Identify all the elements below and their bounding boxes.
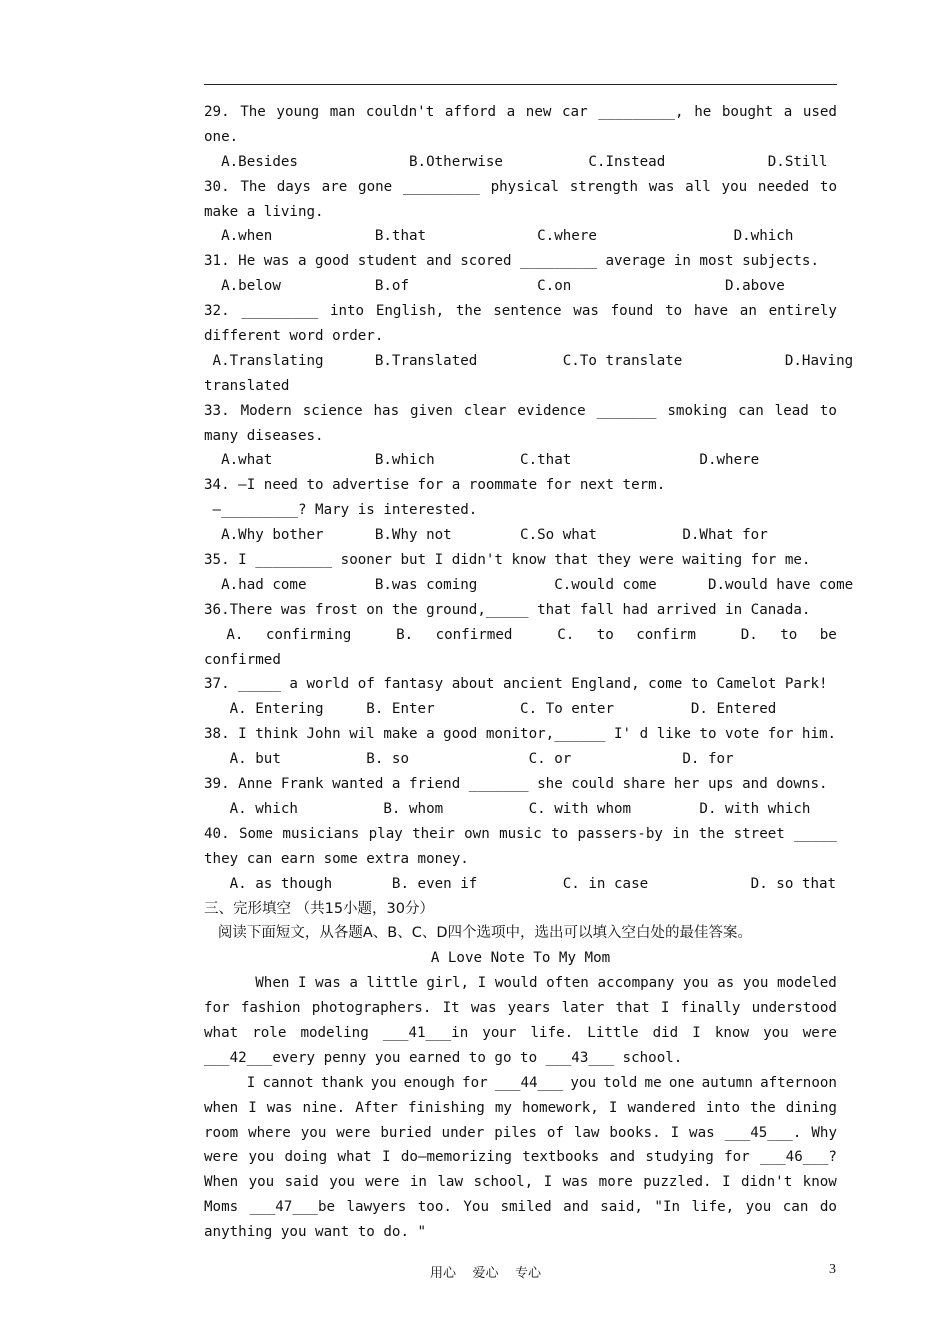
text-line: 39. Anne Frank wanted a friend _______ she could share her ups and downs. bbox=[204, 776, 828, 793]
word: man bbox=[329, 104, 356, 120]
word: _________ bbox=[402, 178, 480, 195]
text-line: A. as though B. even if C. in case D. so that bbox=[204, 875, 837, 892]
word: you bbox=[721, 178, 748, 195]
word: physical bbox=[490, 178, 559, 195]
word: law bbox=[437, 1174, 464, 1191]
header-rule bbox=[204, 84, 837, 85]
page-number: 3 bbox=[829, 1262, 836, 1277]
text-line: 37. _____ a world of fantasy about ancient England, come to Camelot Park! bbox=[204, 676, 828, 693]
word: role bbox=[252, 1024, 287, 1041]
word: would bbox=[494, 975, 538, 992]
word: dining bbox=[785, 1099, 837, 1116]
word: modeling bbox=[300, 1024, 369, 1041]
word: was bbox=[315, 975, 341, 992]
word: your bbox=[482, 1024, 517, 1041]
word: one bbox=[668, 1074, 695, 1091]
word: musicians bbox=[282, 825, 360, 842]
word: finally bbox=[680, 1000, 741, 1017]
word: I bbox=[204, 1074, 256, 1091]
word: couldn't bbox=[365, 104, 435, 120]
word: 32. bbox=[204, 303, 230, 320]
word: and bbox=[609, 1149, 636, 1166]
word: little bbox=[366, 975, 418, 992]
text-line: A.below B.of C.on D.above bbox=[204, 278, 785, 295]
word: car bbox=[561, 104, 588, 120]
text-line bbox=[204, 971, 837, 996]
word: years bbox=[507, 1000, 551, 1017]
word: were bbox=[802, 1024, 837, 1041]
text-line: make a living. bbox=[204, 203, 324, 220]
word: he bbox=[694, 104, 712, 120]
text-line: A.Besides B.Otherwise C.Instead D.Still bbox=[204, 153, 828, 170]
word: "In bbox=[654, 1199, 681, 1216]
page-content bbox=[204, 100, 854, 1245]
word: in bbox=[409, 1174, 427, 1191]
word: in bbox=[672, 825, 690, 842]
word: the bbox=[750, 1099, 776, 1116]
word: to bbox=[819, 402, 837, 419]
text-line bbox=[204, 1121, 837, 1146]
word: I bbox=[722, 1174, 731, 1191]
word: lead bbox=[774, 402, 809, 419]
word: was bbox=[266, 1099, 293, 1116]
text-line: —_________? Mary is interested. bbox=[204, 502, 478, 519]
word: a bbox=[506, 104, 516, 120]
word: entirely bbox=[768, 303, 837, 320]
word: bought bbox=[721, 104, 774, 120]
word: you bbox=[329, 1174, 355, 1191]
word: Little bbox=[587, 1024, 639, 1041]
text-line: they can earn some extra money. bbox=[204, 850, 469, 867]
word: you bbox=[570, 1074, 596, 1091]
word: homework, bbox=[521, 1099, 599, 1116]
word: what bbox=[337, 1149, 372, 1166]
text-line: many diseases. bbox=[204, 427, 324, 444]
word: I bbox=[382, 1149, 391, 1166]
word: buried bbox=[380, 1124, 432, 1141]
word: needed bbox=[757, 178, 810, 195]
word: used bbox=[802, 104, 837, 120]
word: _____ bbox=[794, 825, 837, 842]
text-line bbox=[204, 175, 837, 200]
word: told bbox=[603, 1074, 638, 1091]
word: into bbox=[329, 303, 365, 320]
word: of bbox=[546, 1124, 564, 1141]
word: ___45___. bbox=[724, 1124, 802, 1141]
word: were bbox=[204, 1149, 239, 1166]
word: fashion bbox=[240, 1000, 301, 1017]
word: I bbox=[298, 975, 307, 992]
word: said bbox=[284, 1174, 319, 1191]
word: _________ bbox=[241, 303, 319, 320]
word: clear bbox=[463, 402, 507, 419]
word: given bbox=[410, 402, 453, 419]
word: smoking bbox=[667, 402, 728, 419]
text-line bbox=[204, 1170, 837, 1195]
word: didn't bbox=[741, 1174, 793, 1191]
word: you bbox=[370, 1074, 397, 1091]
word: D. bbox=[740, 626, 758, 643]
text-line bbox=[204, 399, 837, 424]
word: studying bbox=[645, 1149, 714, 1166]
text-line: 38. I think John wil make a good monitor,______ I' d like to vote for him. bbox=[204, 726, 837, 743]
word: When bbox=[204, 975, 290, 992]
word: did bbox=[652, 1024, 679, 1041]
word: afternoon bbox=[760, 1074, 837, 1091]
word: an bbox=[739, 303, 757, 320]
text-line: 阅读下面短文，从各题A、B、C、D四个选项中，选出可以填入空白处的最佳答案。 bbox=[204, 925, 752, 942]
word: accompany bbox=[597, 975, 675, 992]
word: After bbox=[355, 1099, 398, 1116]
word: and bbox=[563, 1199, 589, 1216]
word: I bbox=[692, 1024, 701, 1041]
word: was bbox=[562, 1174, 589, 1191]
word: English, bbox=[375, 303, 445, 320]
text-line bbox=[204, 1021, 837, 1046]
word: wandered bbox=[627, 1099, 696, 1116]
word: own bbox=[464, 825, 490, 842]
word: often bbox=[546, 975, 589, 992]
word: do—memorizing bbox=[400, 1149, 512, 1166]
word: school, bbox=[473, 1174, 534, 1191]
word: new bbox=[525, 104, 552, 120]
page-footer bbox=[0, 1262, 950, 1284]
word: young bbox=[276, 104, 320, 120]
text-line: 36.There was frost on the ground,_____ that fall had arrived in Canada. bbox=[204, 601, 811, 618]
word: me bbox=[644, 1074, 662, 1091]
word: I bbox=[608, 1099, 618, 1116]
word: have bbox=[693, 303, 729, 320]
text-line: A.had come B.was coming C.would come D.would have come bbox=[204, 576, 854, 593]
word: for bbox=[204, 1000, 230, 1017]
word: life, bbox=[691, 1199, 735, 1216]
word: enough bbox=[403, 1074, 455, 1091]
word: modeled bbox=[777, 975, 837, 992]
word: It bbox=[442, 1000, 460, 1017]
word: A. bbox=[226, 626, 244, 643]
word: you bbox=[300, 1124, 327, 1141]
word: to bbox=[596, 626, 614, 643]
word: Some bbox=[238, 825, 274, 842]
word: puzzled. bbox=[643, 1174, 712, 1191]
word: more bbox=[598, 1174, 633, 1191]
word: I bbox=[248, 1099, 257, 1116]
word: too. bbox=[417, 1199, 452, 1216]
word: can bbox=[782, 1199, 809, 1216]
word: autumn bbox=[701, 1074, 753, 1091]
text-line: one. bbox=[204, 128, 239, 145]
word: for bbox=[724, 1149, 750, 1166]
word: confirmed bbox=[435, 626, 513, 643]
word: into bbox=[705, 1099, 740, 1116]
text-line bbox=[204, 100, 837, 125]
word: can bbox=[738, 402, 764, 419]
word: 29. bbox=[204, 104, 230, 120]
word: to bbox=[780, 626, 798, 643]
word: are bbox=[321, 178, 348, 195]
text-line: confirmed bbox=[204, 651, 281, 668]
word: said, bbox=[600, 1199, 643, 1216]
word: 33. bbox=[204, 402, 230, 419]
word: _________, bbox=[598, 104, 684, 120]
text-line: different word order. bbox=[204, 328, 384, 345]
text-line: A Love Note To My Mom bbox=[430, 950, 611, 967]
word: strength bbox=[569, 178, 639, 195]
word: know bbox=[802, 1174, 837, 1191]
word: law bbox=[573, 1124, 600, 1141]
text-line: 35. I _________ sooner but I didn't know that they were waiting for me. bbox=[204, 552, 811, 569]
word: I bbox=[670, 1124, 680, 1141]
word: you bbox=[248, 1174, 275, 1191]
word: you bbox=[763, 1024, 789, 1041]
word: their bbox=[412, 825, 455, 842]
text-line: A.Why bother B.Why not C.So what D.What for bbox=[204, 527, 768, 544]
word: music bbox=[499, 825, 542, 842]
word: ___41___in bbox=[382, 1024, 469, 1041]
word: cannot bbox=[262, 1074, 314, 1091]
text-line: 31. He was a good student and scored _________ average in most subjects. bbox=[204, 253, 819, 270]
word: Modern bbox=[240, 402, 292, 419]
word: Why bbox=[811, 1124, 837, 1141]
text-line: A.Translating B.Translated C.To translate D.Having bbox=[204, 352, 854, 369]
text-line: A.when B.that C.where D.which bbox=[204, 228, 794, 245]
word: under bbox=[441, 1124, 485, 1141]
word: girl, bbox=[426, 975, 470, 992]
word: the bbox=[698, 825, 725, 842]
word: to bbox=[819, 178, 837, 195]
word: smiled bbox=[500, 1199, 552, 1216]
word: ___47___be bbox=[249, 1199, 336, 1216]
word: science bbox=[302, 402, 363, 419]
word: textbooks bbox=[522, 1149, 600, 1166]
text-line: A. but B. so C. or D. for bbox=[204, 751, 734, 768]
word: days bbox=[276, 178, 311, 195]
word: you bbox=[745, 1199, 772, 1216]
text-line: A. Entering B. Enter C. To enter D. Entered bbox=[204, 701, 777, 718]
text-line: anything you want to do. " bbox=[204, 1224, 427, 1241]
text-line bbox=[204, 996, 837, 1021]
word: to bbox=[665, 303, 683, 320]
text-line: A.what B.which C.that D.where bbox=[204, 452, 760, 469]
text-line: translated bbox=[204, 377, 290, 394]
word: life. bbox=[530, 1024, 574, 1041]
text-line: A. which B. whom C. with whom D. with which bbox=[204, 800, 811, 817]
word: was bbox=[470, 1000, 497, 1017]
word: my bbox=[494, 1099, 512, 1116]
word: a bbox=[783, 104, 793, 120]
word: I bbox=[660, 1000, 670, 1017]
word: that bbox=[615, 1000, 650, 1017]
text-line: 34. —I need to advertise for a roommate for next term. bbox=[204, 477, 666, 494]
word: C. bbox=[557, 626, 575, 643]
text-line bbox=[204, 623, 837, 648]
word: confirm bbox=[636, 626, 696, 643]
word: lawyers bbox=[346, 1199, 407, 1216]
word: understood bbox=[751, 1000, 837, 1017]
word: I bbox=[477, 975, 487, 992]
word: The bbox=[240, 178, 266, 195]
word: found bbox=[610, 303, 654, 320]
word: afford bbox=[444, 104, 497, 120]
text-line: 三、完形填空 （共15小题，30分） bbox=[204, 900, 435, 917]
word: know bbox=[714, 1024, 750, 1041]
text-line bbox=[204, 1071, 837, 1096]
text-line bbox=[204, 1195, 837, 1220]
word: passers-by bbox=[577, 825, 663, 842]
word: _______ bbox=[596, 402, 657, 419]
word: be bbox=[819, 626, 837, 643]
word: photographers. bbox=[311, 1000, 432, 1017]
word: has bbox=[373, 402, 400, 419]
word: were bbox=[336, 1124, 371, 1141]
word: sentence bbox=[493, 303, 562, 320]
text-line bbox=[204, 1145, 837, 1170]
word: play bbox=[368, 825, 403, 842]
word: do bbox=[819, 1199, 837, 1216]
word: room bbox=[204, 1124, 239, 1141]
word: doing bbox=[284, 1149, 328, 1166]
word: 40. bbox=[204, 825, 230, 842]
word: finishing bbox=[407, 1099, 485, 1116]
text-line bbox=[204, 1096, 837, 1121]
word: thank bbox=[320, 1074, 364, 1091]
word: B. bbox=[396, 626, 414, 643]
word: the bbox=[455, 303, 482, 320]
word: when bbox=[204, 1099, 239, 1116]
word: all bbox=[685, 178, 711, 195]
word: were bbox=[365, 1174, 400, 1191]
word: When bbox=[204, 1174, 239, 1191]
word: was bbox=[689, 1124, 715, 1141]
word: confirming bbox=[265, 626, 352, 643]
word: you bbox=[742, 975, 769, 992]
word: gone bbox=[358, 178, 393, 195]
word: Moms bbox=[204, 1199, 239, 1216]
word: street bbox=[733, 825, 785, 842]
word: later bbox=[561, 1000, 605, 1017]
word: The bbox=[240, 104, 266, 120]
word: where bbox=[248, 1124, 291, 1141]
word: 30. bbox=[204, 178, 230, 195]
word: you bbox=[248, 1149, 275, 1166]
text-line: ___42___every penny you earned to go to ___43___ school. bbox=[204, 1049, 683, 1066]
word: piles bbox=[494, 1124, 537, 1141]
word: a bbox=[349, 975, 358, 992]
word: ___44___ bbox=[494, 1074, 564, 1091]
word: books. bbox=[609, 1124, 661, 1141]
word: I bbox=[543, 1174, 553, 1191]
word: was bbox=[648, 178, 675, 195]
text-line bbox=[204, 822, 837, 847]
word: nine. bbox=[302, 1099, 346, 1116]
word: evidence bbox=[517, 402, 586, 419]
footer-motto: 用心 爱心 专心 bbox=[430, 1266, 542, 1281]
word: ___46___? bbox=[760, 1149, 837, 1166]
text-line bbox=[204, 299, 837, 324]
word: for bbox=[462, 1074, 488, 1091]
word: as bbox=[717, 975, 735, 992]
word: You bbox=[463, 1199, 489, 1216]
word: to bbox=[551, 825, 569, 842]
word: was bbox=[573, 303, 599, 320]
word: you bbox=[682, 975, 709, 992]
word: what bbox=[204, 1024, 239, 1041]
